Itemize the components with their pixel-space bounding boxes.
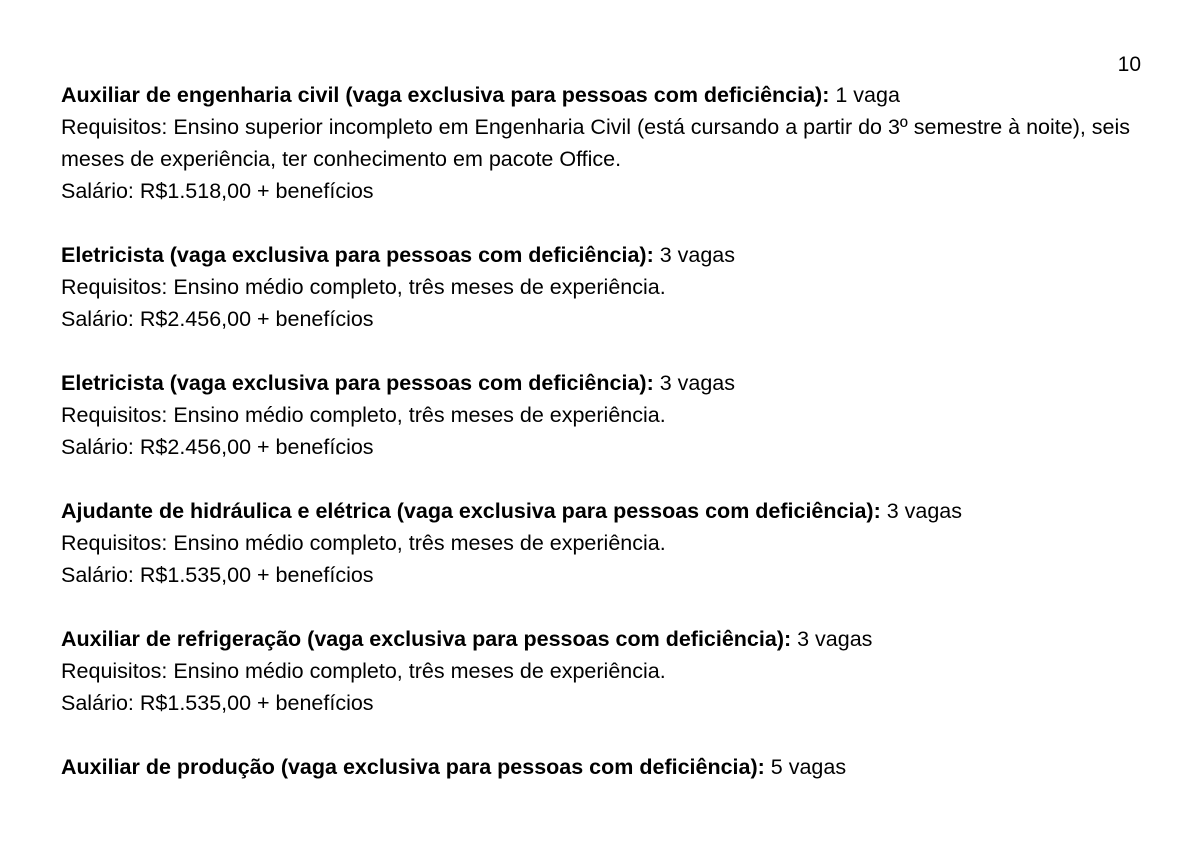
- job-title: Auxiliar de produção (vaga exclusiva para pessoas com deficiência):: [61, 755, 765, 779]
- job-title: Eletricista (vaga exclusiva para pessoas com deficiência):: [61, 371, 654, 395]
- job-listing: [61, 623, 1151, 719]
- job-title: Auxiliar de engenharia civil (vaga exclusiva para pessoas com deficiência):: [61, 83, 830, 107]
- job-vacancy-count: 5 vagas: [764, 755, 847, 779]
- job-salary: Salário: R$2.456,00 + benefícios: [61, 307, 374, 331]
- job-listing: [61, 367, 1151, 463]
- job-listing: [61, 495, 1151, 591]
- job-vacancy-count: 3 vagas: [791, 627, 873, 651]
- job-title-line: [61, 751, 1151, 783]
- job-listing: [61, 79, 1151, 207]
- job-requirements: Requisitos: Ensino médio completo, três meses de experiência.: [61, 531, 666, 555]
- page-number: 10: [1117, 53, 1141, 76]
- job-title-line: [61, 495, 1151, 527]
- job-listing: [61, 751, 1151, 783]
- job-requirements: Requisitos: Ensino médio completo, três meses de experiência.: [61, 659, 666, 683]
- job-title: Auxiliar de refrigeração (vaga exclusiva para pessoas com deficiência):: [61, 627, 792, 651]
- job-salary: Salário: R$1.518,00 + benefícios: [61, 179, 374, 203]
- job-listings: [61, 79, 1151, 815]
- job-vacancy-count: 1 vaga: [829, 83, 900, 107]
- job-title-line: [61, 623, 1151, 655]
- job-title-line: [61, 239, 1151, 271]
- job-requirements: Requisitos: Ensino médio completo, três meses de experiência.: [61, 275, 666, 299]
- job-title-line: [61, 367, 1151, 399]
- job-requirements: Requisitos: Ensino superior incompleto em Engenharia Civil (está cursando a partir do 3º semestre à noite), seis meses de experiência, ter conhecimento em pacote Office.: [61, 115, 1131, 171]
- job-listing: [61, 239, 1151, 335]
- job-salary: Salário: R$1.535,00 + benefícios: [61, 563, 374, 587]
- job-vacancy-count: 3 vagas: [653, 243, 736, 267]
- job-salary: Salário: R$2.456,00 + benefícios: [61, 435, 374, 459]
- job-title-line: [61, 79, 1151, 111]
- job-vacancy-count: 3 vagas: [653, 371, 736, 395]
- job-salary: Salário: R$1.535,00 + benefícios: [61, 691, 374, 715]
- job-title: Ajudante de hidráulica e elétrica (vaga exclusiva para pessoas com deficiência):: [61, 499, 881, 523]
- job-vacancy-count: 3 vagas: [880, 499, 963, 523]
- job-title: Eletricista (vaga exclusiva para pessoas com deficiência):: [61, 243, 654, 267]
- job-requirements: Requisitos: Ensino médio completo, três meses de experiência.: [61, 403, 666, 427]
